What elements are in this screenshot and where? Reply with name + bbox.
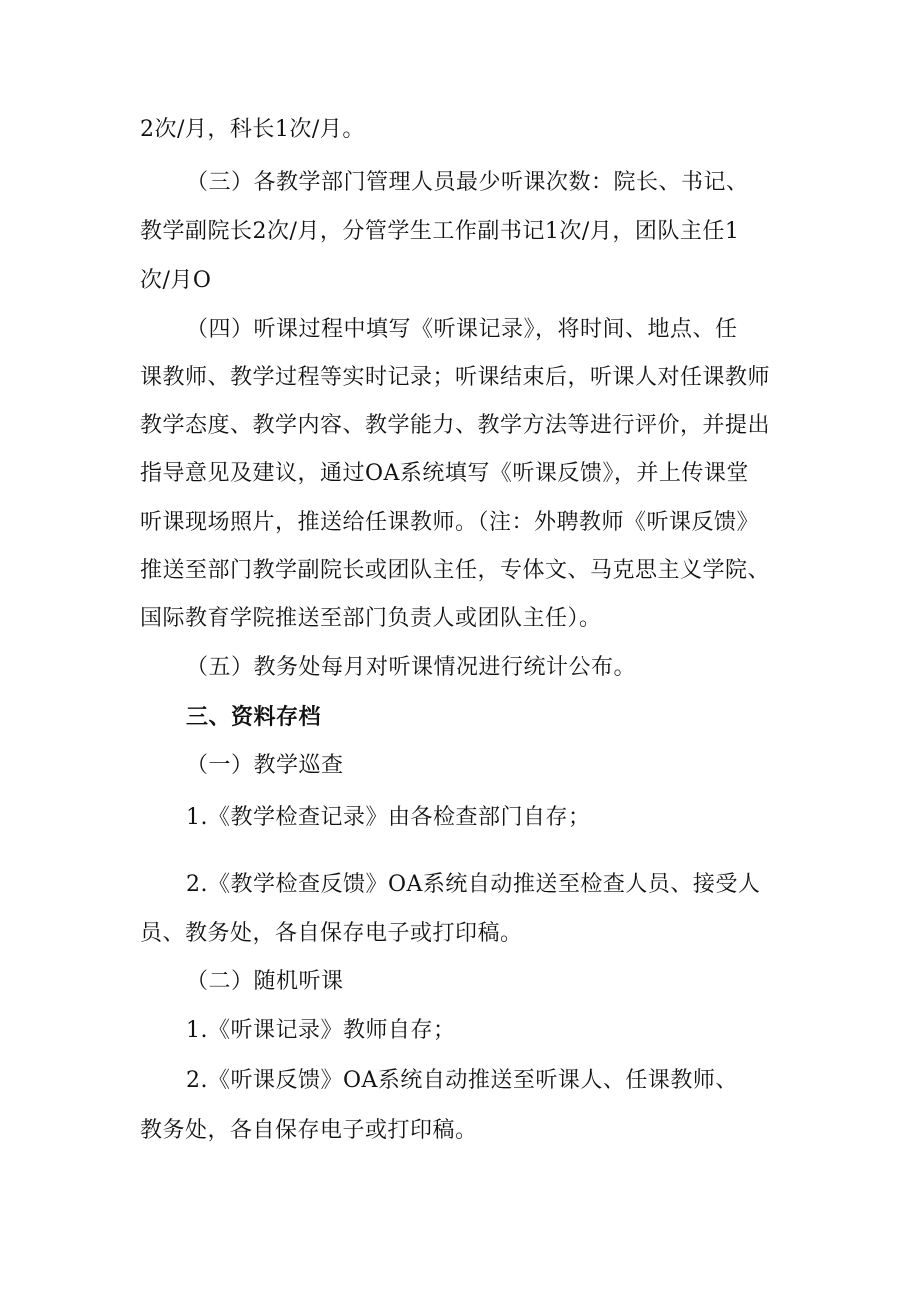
text-line: 听课现场照片，推送给任课教师。（注：外聘教师《听课反馈》 xyxy=(140,510,760,535)
text-line: （三）各教学部门管理人员最少听课次数：院长、书记、 xyxy=(186,170,749,195)
text-line: 员、教务处，各自保存电子或打印稿。 xyxy=(140,921,523,946)
text-line: 教学态度、教学内容、教学能力、教学方法等进行评价，并提出 xyxy=(140,413,771,438)
text-line: 教学副院长2次/月，分管学生工作副书记1次/月，团队主任1 xyxy=(140,219,740,244)
text-line: 指导意见及建议，通过OA系统填写《听课反馈》，并上传课堂 xyxy=(140,461,749,486)
section-heading: 三、资料存档 xyxy=(186,704,322,730)
text-line: （五）教务处每月对听课情况进行统计公布。 xyxy=(186,655,637,680)
text-line: 国际教育学院推送至部门负责人或团队主任）。 xyxy=(140,606,602,631)
text-line: 2次/月，科长1次/月。 xyxy=(140,117,365,142)
text-line: 1.《教学检查记录》由各检查部门自存； xyxy=(186,805,591,830)
subsection-heading: （二）随机听课 xyxy=(186,969,344,994)
text-line: 2.《听课反馈》OA系统自动推送至听课人、任课教师、 xyxy=(186,1068,738,1093)
text-line: 教务处，各自保存电子或打印稿。 xyxy=(140,1118,478,1143)
subsection-heading: （一）教学巡查 xyxy=(186,753,344,778)
text-line: 推送至部门教学副院长或团队主任，专体文、马克思主义学院、 xyxy=(140,558,771,583)
text-line: 课教师、教学过程等实时记录；听课结束后，听课人对任课教师 xyxy=(140,365,771,390)
text-line: 1.《听课记录》教师自存； xyxy=(186,1018,456,1043)
text-line: （四）听课过程中填写《听课记录》，将时间、地点、任 xyxy=(186,317,738,342)
text-line: 次/月O xyxy=(140,268,212,293)
text-line: 2.《教学检查反馈》OA系统自动推送至检查人员、接受人 xyxy=(186,872,761,897)
